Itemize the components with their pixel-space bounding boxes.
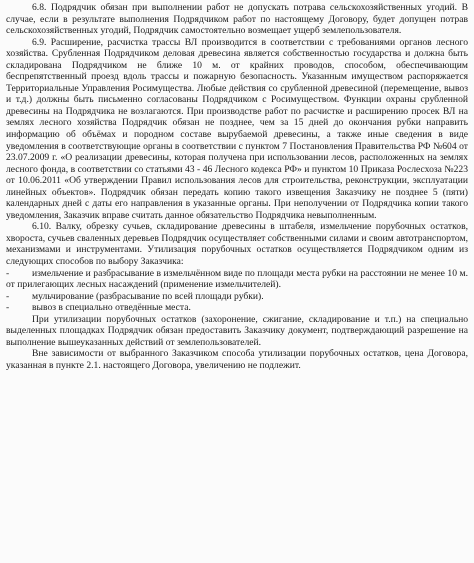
paragraph-price: Вне зависимости от выбранного Заказчиком способа утилизации порубочных остатков, цена Договора, указанная в пункте 2.1. настоящего Договора, увеличению не подлежит. <box>6 348 468 371</box>
paragraph-6-8: 6.8. Подрядчик обязан при выполнении работ не допускать потрава сельскохозяйственных угодий. В случае, если в результате выполнения Подрядчиком работ по настоящему Договору, будет допущен потрав сельскохозяйственных угодий, Подрядчик самостоятельно возмещает ущерб землепользователя. <box>6 2 468 37</box>
paragraph-6-10: 6.10. Валку, обрезку сучьев, складирование древесины в штабеля, измельчение порубочных остатков, хвороста, сучьев сваленных деревьев Подрядчик осуществляет собственными силами и своим автотранспортом, механизмами и инструментами. Утилизация порубочных остатков осуществляется Подрядчиком одним из следующих способов по выбору Заказчика: <box>6 221 468 268</box>
bullet-dash: - <box>6 267 10 279</box>
bullet-dash: - <box>6 290 10 302</box>
bullet-dash: - <box>6 302 10 314</box>
bullet-item-removal <box>6 302 468 314</box>
bullet-text: мульчирование (разбрасывание по всей площади рубки). <box>32 290 264 302</box>
bullet-text: вывоз в специально отведённые места. <box>32 302 191 314</box>
bullet-item-shredding <box>6 268 468 291</box>
paragraph-disposal: При утилизации порубочных остатков (захоронение, сжигание, складирование и т.п.) на специально выделенных площадках Подрядчик обязан предоставить Заказчику документ, подтверждающий разрешение на выполнение вышеуказанных действий от землепользователей. <box>6 313 468 348</box>
bullet-item-mulching <box>6 291 468 303</box>
paragraph-6-9: 6.9. Расширение, расчистка трассы ВЛ производится в соответствии с требованиями органов лесного хозяйства. Срубленная Подрядчиком деловая древесина является собственностью государства и должна быть складирована Подрядчиком не ближе 10 м. от крайних проводов, способом, обеспечивающим беспрепятственный проезд вдоль трассы и пожарную безопасность. Указанным имуществом распоряжается Территориальные Управления Росимущества. Любые действия со срубленной древесиной (перемещение, вывоз и т.д.) должны быть письменно согласованы Подрядчиком с Росимуществом. Функции охраны срубленной древесины на Подрядчика не возлагаются. При производстве работ по расчистке и расширению просек ВЛ на землях лесного хозяйства Подрядчик обязан не позднее, чем за 15 дней до окончания рубки направить информацию об объёмах и породном составе вырубаемой древесины, а также иные сведения в виде уведомления в соответствующие органы в соответствии с пунктом 7 Постановления Правительства РФ №604 от 23.07.2009 г. «О реализации древесины, которая получена при использовании лесов, расположенных на землях лесного фонда, в соответствии со статьями 43 - 46 Лесного кодекса РФ» и пунктом 10 Приказа Рослесхоза №223 от 10.06.2011 «Об утверждении Правил использования лесов для строительства, реконструкции, эксплуатации линейных объектов». Подрядчик обязан передать копию такого извещения Заказчику не позднее 5 (пяти) календарных дней с даты его направления в указанные органы. При неполучении от Подрядчика копии такого уведомления, Заказчик вправе считать данное обязательство Подрядчика невыполненным. <box>6 36 468 221</box>
bullet-text: измельчение и разбрасывание в измельчённом виде по площади места рубки на расстоянии не менее 10 м. от прилегающих лесных насаждений (применение измельчителей). <box>6 267 468 291</box>
